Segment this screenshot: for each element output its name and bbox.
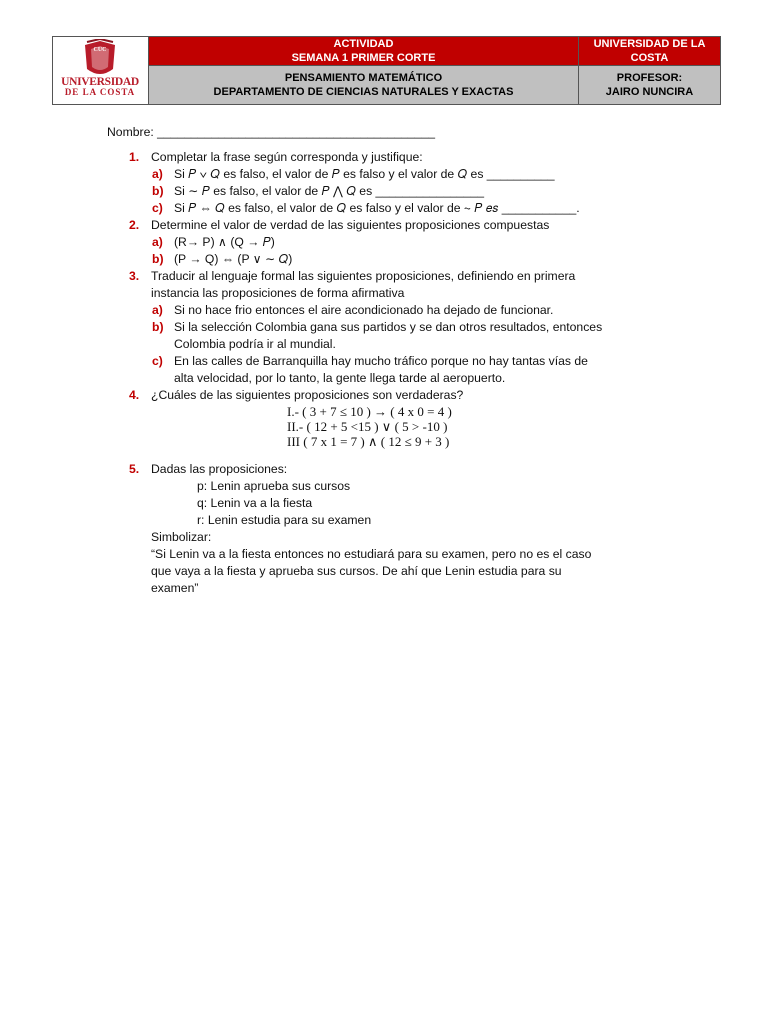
question-text: Determine el valor de verdad de las siguientes proposiciones compuestas — [151, 218, 550, 232]
question-3-continued: instancia las proposiciones de forma afirmativa — [151, 286, 405, 300]
equation-1: I.- ( 3 + 7 ≤ 10 ) → ( 4 x 0 = 4 ) — [287, 404, 452, 419]
equation-2: II.- ( 12 + 5 <15 ) ∨ ( 5 > -10 ) — [287, 419, 448, 434]
question-3-c-continued: alta velocidad, por lo tanto, la gente llega tarde al aeropuerto. — [174, 371, 506, 385]
question-text: Traducir al lenguaje formal las siguientes proposiciones, definiendo en primera — [151, 269, 576, 283]
item-text: Si no hace frio entonces el aire acondicionado ha dejado de funcionar. — [174, 303, 554, 317]
quote-line-3: examen” — [151, 581, 199, 595]
course-cell — [149, 66, 579, 105]
question-text: ¿Cuáles de las siguientes proposiciones son verdaderas? — [151, 388, 464, 402]
item-text: (R→ P) ∧ (Q → 𝑃) — [174, 235, 275, 249]
question-text: Dadas las proposiciones: — [151, 462, 288, 476]
proposition-q: q: Lenin va a la fiesta — [197, 496, 313, 510]
equation-3: III ( 7 x 1 = 7 ) ∧ ( 12 ≤ 9 + 3 ) — [287, 434, 450, 449]
question-3 — [107, 268, 667, 285]
department-name: DEPARTAMENTO DE CIENCIAS NATURALES Y EXACTAS — [213, 86, 514, 99]
question-text: Completar la frase según corresponda y justifique: — [151, 150, 423, 164]
question-number: 1. — [129, 150, 140, 164]
question-3-c — [107, 353, 667, 370]
item-label: b) — [152, 320, 164, 334]
question-2-b — [107, 251, 667, 268]
item-label: a) — [152, 167, 163, 181]
question-3-b-continued: Colombia podría ir al mundial. — [174, 337, 336, 351]
question-1 — [107, 149, 667, 166]
svg-text:UNIVERSIDAD: UNIVERSIDAD — [61, 76, 139, 88]
question-4 — [107, 387, 667, 404]
svg-text:DE LA COSTA: DE LA COSTA — [64, 87, 136, 97]
activity-title: ACTIVIDAD — [333, 38, 394, 51]
question-number: 5. — [129, 462, 140, 476]
university-name-line1: UNIVERSIDAD DE LA — [593, 38, 706, 51]
professor-name: JAIRO NUNCIRA — [605, 86, 694, 99]
question-2 — [107, 217, 667, 234]
question-1-c — [107, 200, 667, 217]
item-text: Si la selección Colombia gana sus partidos y se dan otros resultados, entonces — [174, 320, 603, 334]
activity-cell — [149, 37, 579, 66]
item-text: Si 𝑃 ∨ 𝑄 es falso, el valor de 𝑃 es falso y el valor de 𝑄 es __________ — [174, 167, 555, 181]
course-name: PENSAMIENTO MATEMÁTICO — [284, 72, 443, 85]
item-label: b) — [152, 184, 164, 198]
question-1-a — [107, 166, 667, 183]
proposition-p: p: Lenin aprueba sus cursos — [197, 479, 351, 493]
item-text: Si 𝑃 ⇔ 𝑄 es falso, el valor de 𝑄 es falso y el valor de ∼ 𝑃 𝑒𝑠 ___________. — [174, 201, 580, 215]
question-3-a — [107, 302, 667, 319]
week-title: SEMANA 1 PRIMER CORTE — [291, 52, 436, 65]
name-field[interactable]: Nombre: _________________________________________ — [107, 125, 436, 139]
logo-cell — [53, 37, 149, 105]
worksheet-body — [107, 124, 667, 597]
question-number: 3. — [129, 269, 140, 283]
item-text: (P → Q) ⇔ (P ∨ ∼ 𝑄) — [174, 252, 293, 266]
simbolizar-label: Simbolizar: — [151, 530, 212, 544]
university-logo — [53, 37, 148, 104]
quote-line-1: “Si Lenin va a la fiesta entonces no estudiará para su examen, pero no es el caso — [151, 547, 592, 561]
item-text: Si ∼ 𝑃 es falso, el valor de 𝑃 ⋀ 𝑄 es ________________ — [174, 184, 485, 198]
quote-line-2: que vaya a la fiesta y aprueba sus cursos. De ahí que Lenin estudia para su — [151, 564, 562, 578]
question-5 — [107, 461, 667, 478]
item-label: c) — [152, 201, 163, 215]
item-label: b) — [152, 252, 164, 266]
professor-cell — [579, 66, 721, 105]
question-3-b — [107, 319, 667, 336]
question-2-a — [107, 234, 667, 251]
question-1-b — [107, 183, 667, 200]
professor-label: PROFESOR: — [616, 72, 683, 85]
svg-text:CUC: CUC — [93, 47, 107, 53]
university-name-line2: COSTA — [630, 52, 669, 65]
item-label: a) — [152, 303, 163, 317]
item-label: c) — [152, 354, 163, 368]
item-text: En las calles de Barranquilla hay mucho tráfico porque no hay tantas vías de — [174, 354, 588, 368]
proposition-r: r: Lenin estudia para su examen — [197, 513, 372, 527]
university-cell — [579, 37, 721, 66]
header-table — [52, 36, 721, 105]
item-label: a) — [152, 235, 163, 249]
question-number: 4. — [129, 388, 140, 402]
question-number: 2. — [129, 218, 140, 232]
